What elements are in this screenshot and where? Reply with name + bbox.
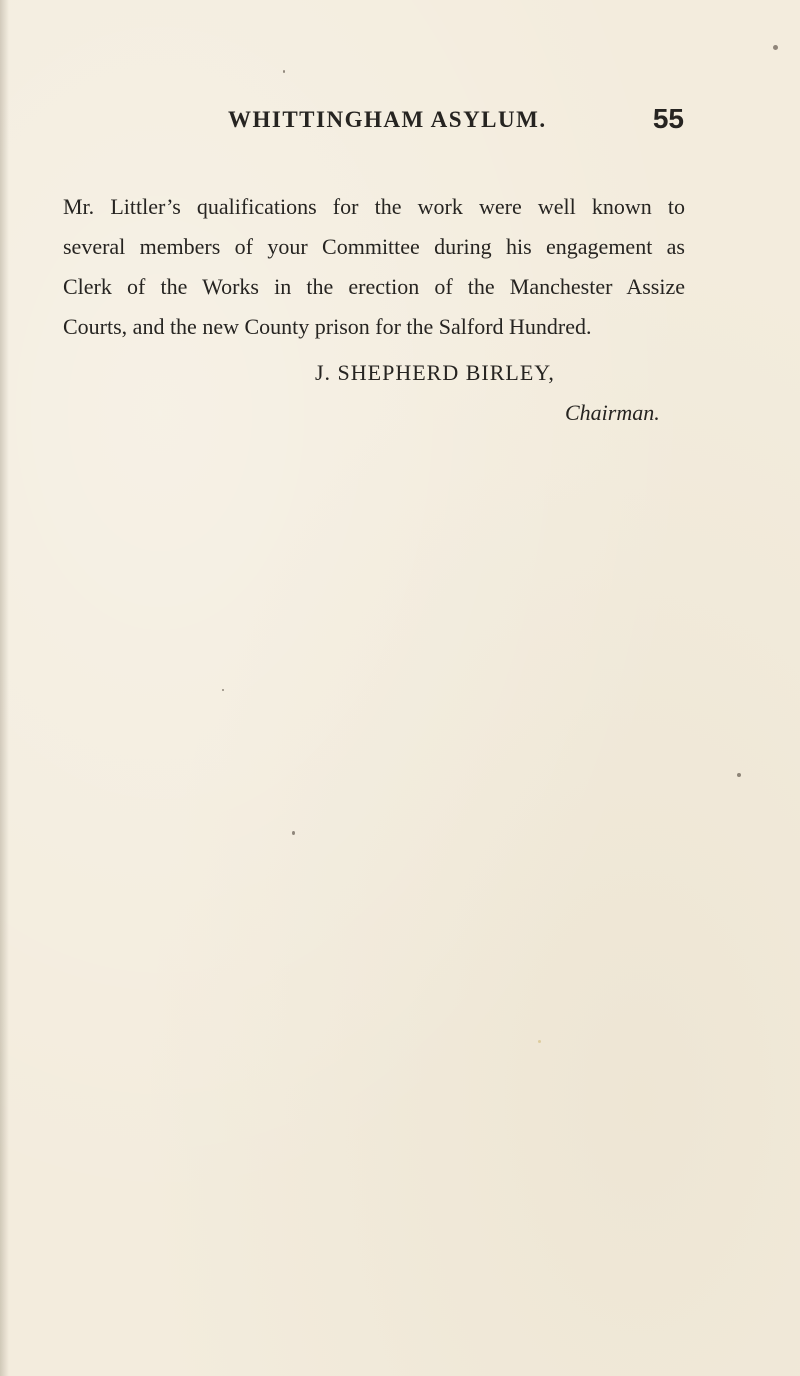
page-number: 55	[652, 103, 684, 134]
signature-name: J. SHEPHERD BIRLEY,	[315, 360, 555, 385]
signature-title: Chairman.	[565, 400, 660, 425]
paper-speck	[737, 773, 741, 777]
body-line: Clerk of the Works in the erection of the Manchester Assize	[63, 274, 685, 299]
body-line: Mr. Littler’s qualifications for the work were well known to	[63, 194, 685, 219]
body-line: Courts, and the new County prison for the Salford Hundred.	[63, 314, 592, 339]
running-head: WHITTINGHAM ASYLUM.	[228, 107, 547, 132]
paper-speck	[283, 70, 285, 73]
paper-speck	[222, 689, 224, 691]
body-line: several members of your Committee during his engagement as	[63, 234, 685, 259]
paper-speck	[538, 1040, 541, 1043]
paper-speck	[292, 831, 295, 835]
page-binding-shadow	[0, 0, 9, 1376]
paper-speck	[773, 45, 778, 50]
body-paragraph	[63, 187, 685, 347]
page-header	[228, 103, 684, 143]
